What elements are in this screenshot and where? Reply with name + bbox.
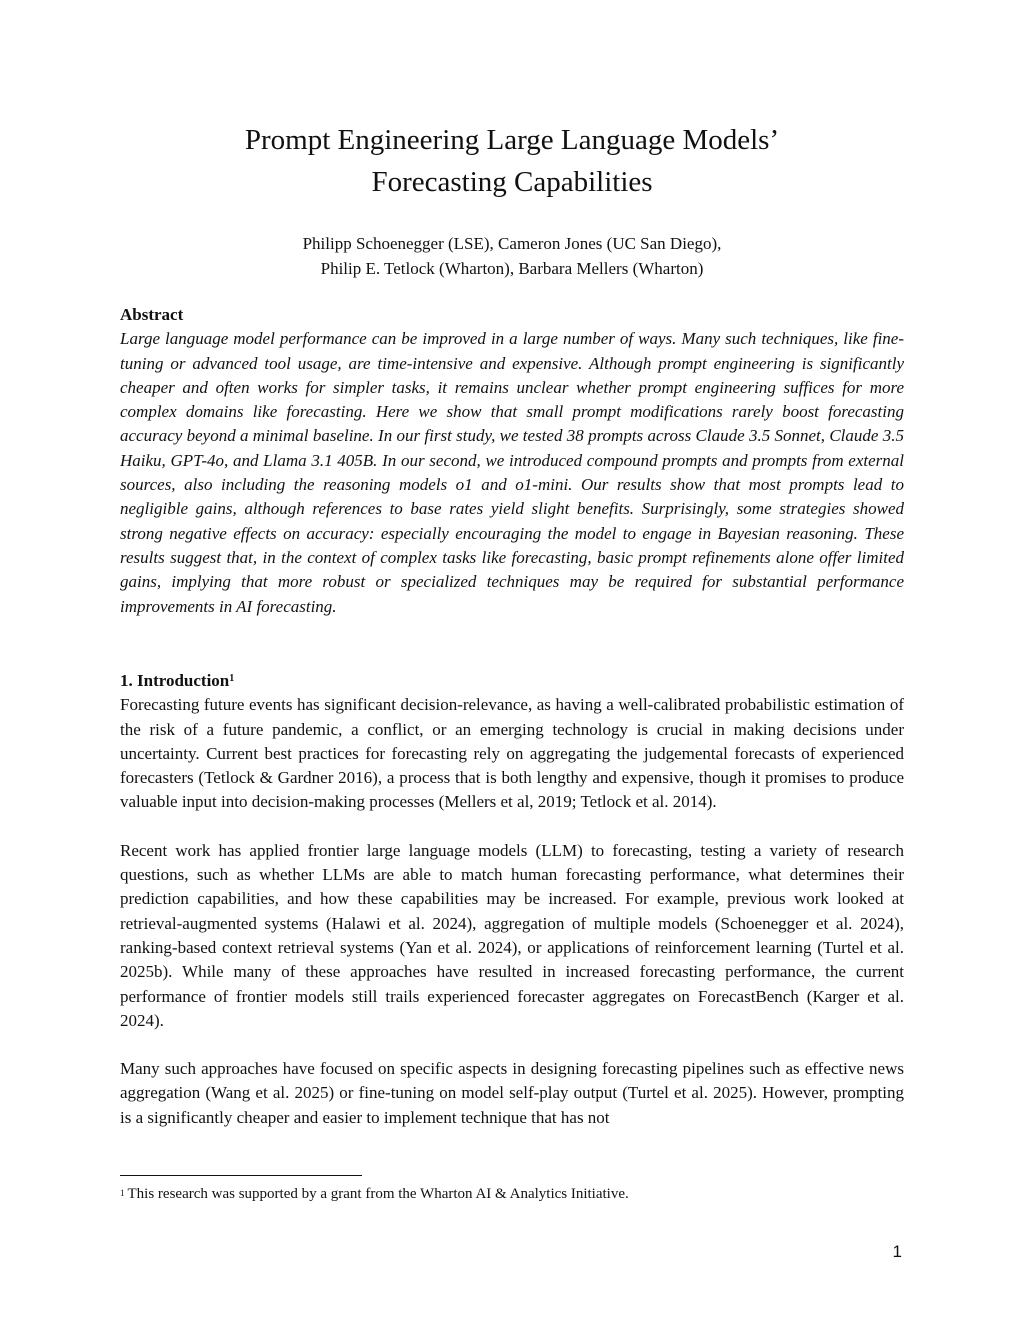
- intro-paragraph-1: Forecasting future events has significant decision-relevance, as having a well-calibrated probabilistic estimation of the risk of a future pandemic, a conflict, or an emerging technology is crucial in making decisions under uncertainty. Current best practices for forecasting rely on aggregating the judgemental forecasts of experienced forecasters (Tetlock & Gardner 2016), a process that is both lengthy and expensive, though it promises to produce valuable input into decision-making processes (Mellers et al, 2019; Tetlock et al. 2014).: [120, 695, 904, 812]
- author-list: [0, 231, 1024, 281]
- title-line-2: Forecasting Capabilities: [371, 166, 653, 198]
- footnote-divider: [120, 1175, 362, 1176]
- authors-line-2: Philip E. Tetlock (Wharton), Barbara Mellers (Wharton): [320, 259, 704, 278]
- intro-paragraph-2: Recent work has applied frontier large language models (LLM) to forecasting, testing a variety of research questions, such as whether LLMs are able to match human forecasting performance, what determines their prediction capabilities, and how these capabilities may be increased. For example, previous work looked at retrieval-augmented systems (Halawi et al. 2024), aggregation of multiple models (Schoenegger et al. 2024), ranking-based context retrieval systems (Yan et al. 2024), or applications of reinforcement learning (Turtel et al. 2025b). While many of these approaches have resulted in increased forecasting performance, the current performance of frontier models still trails experienced forecaster aggregates on ForecastBench (Karger et al. 2024).: [120, 840, 904, 1030]
- page-number: 1: [892, 1242, 902, 1261]
- footnote-marker: 1: [120, 1188, 125, 1198]
- abstract-heading: Abstract: [120, 305, 184, 324]
- footnote-reference: 1: [229, 673, 235, 684]
- footnote-text: This research was supported by a grant from the Wharton AI & Analytics Initiative.: [127, 1186, 629, 1202]
- introduction-heading-text: 1. Introduction: [120, 671, 230, 690]
- paper-title: [0, 119, 1024, 203]
- introduction-section: [120, 669, 904, 1130]
- intro-paragraph-3: Many such approaches have focused on specific aspects in designing forecasting pipelines such as effective news aggregation (Wang et al. 2025) or fine-tuning on model self-play output (Turtel et al. 2025). However, prompting is a significantly cheaper and easier to implement technique that has not: [120, 1059, 904, 1127]
- footnote: [120, 1184, 904, 1204]
- abstract-text: Large language model performance can be improved in a large number of ways. Many such techniques, like fine-tuning or advanced tool usage, are time-intensive and expensive. Although prompt engineering is significantly cheaper and often works for simpler tasks, it remains unclear whether prompt engineering suffices for more complex domains like forecasting. Here we show that small prompt modifications rarely boost forecasting accuracy beyond a minimal baseline. In our first study, we tested 38 prompts across Claude 3.5 Sonnet, Claude 3.5 Haiku, GPT-4o, and Llama 3.1 405B. In our second, we introduced compound prompts and prompts from external sources, also including the reasoning models o1 and o1-mini. Our results show that most prompts lead to negligible gains, although references to base rates yield slight benefits. Surprisingly, some strategies showed strong negative effects on accuracy: especially encouraging the model to engage in Bayesian reasoning. These results suggest that, in the context of complex tasks like forecasting, basic prompt refinements alone offer limited gains, implying that more robust or specialized techniques may be required for substantial performance improvements in AI forecasting.: [120, 329, 904, 616]
- authors-line-1: Philipp Schoenegger (LSE), Cameron Jones (UC San Diego),: [302, 234, 722, 253]
- abstract-section: [120, 303, 904, 619]
- title-line-1: Prompt Engineering Large Language Models’: [244, 124, 780, 156]
- introduction-heading: [120, 669, 904, 693]
